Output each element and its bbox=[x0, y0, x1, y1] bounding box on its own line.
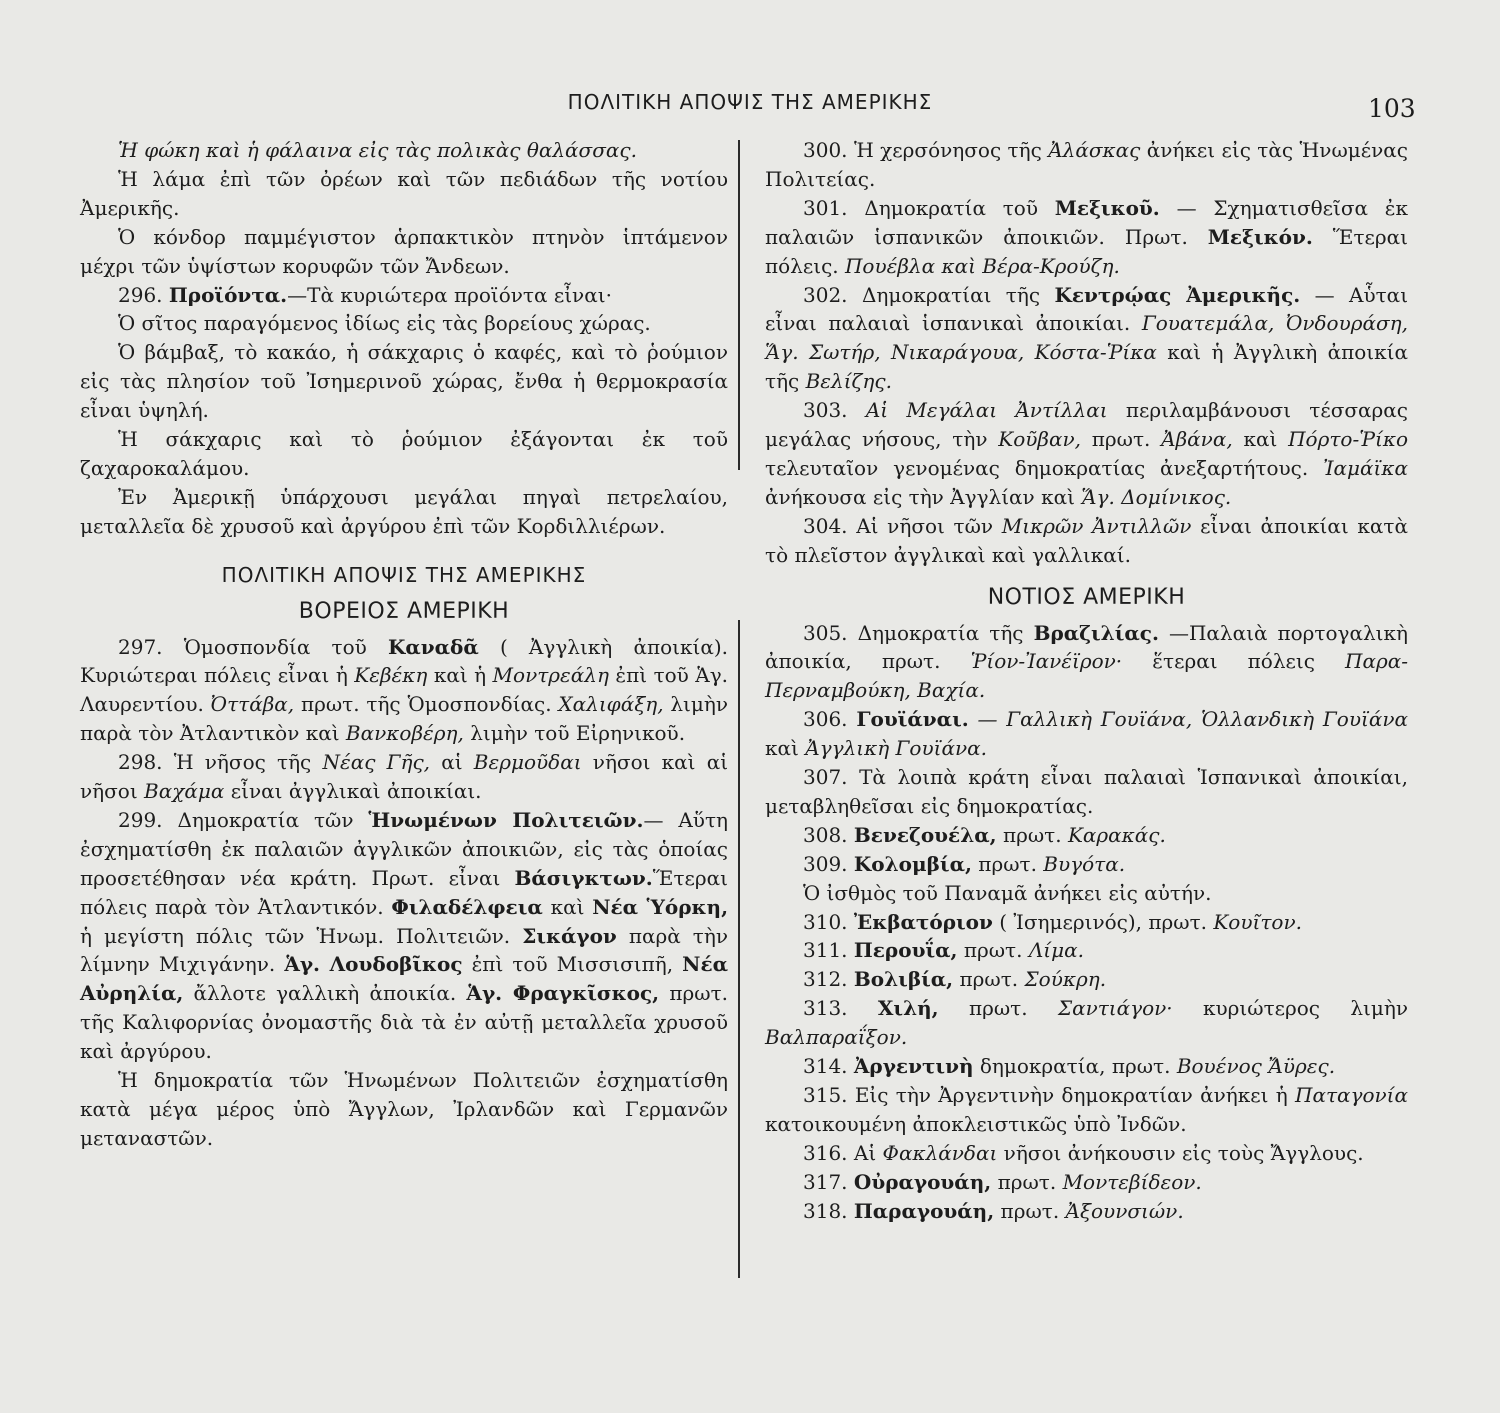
text: παρὰ τὴν λίμνην Μιχιγάνην. bbox=[80, 923, 728, 977]
term: Μεξικοῦ. bbox=[1054, 195, 1160, 220]
term: Βανκοβέρη, bbox=[345, 721, 464, 746]
text: καὶ ἡ bbox=[433, 663, 487, 688]
text: εἶναι ἀποικίαι κατὰ τὸ πλεῖστον ἀγγλικαὶ καὶ γαλλικαί. bbox=[765, 513, 1408, 567]
paragraph-298 bbox=[80, 748, 728, 806]
text: — Αὗται εἶναι παλαιαὶ ἱσπανικαὶ ἀποικίαι. bbox=[765, 282, 1409, 336]
text: πρωτ. bbox=[1091, 427, 1151, 452]
paragraph-condor: Ὁ κόνδορ παμμέγιστον ἁρπακτικὸν πτηνὸν ἱπτάμενον μέχρι τῶν ὑψίστων κορυφῶν τῶν Ἄνδεων. bbox=[80, 224, 728, 278]
paragraph-number: 309. bbox=[803, 851, 848, 876]
text: ἕτεραι πόλεις bbox=[1152, 649, 1315, 674]
paragraph-317 bbox=[765, 1168, 1408, 1197]
paragraph-315 bbox=[765, 1081, 1408, 1139]
term: Ἀλάσκας bbox=[1048, 138, 1141, 162]
term: Νέα Ὑόρκη, bbox=[592, 894, 729, 919]
text: καὶ bbox=[1243, 427, 1278, 452]
text: Ἡ νῆσος τῆς bbox=[173, 750, 312, 775]
text: αἱ bbox=[441, 750, 463, 775]
paragraph-number: 296. bbox=[118, 282, 163, 307]
column-divider-bottom bbox=[738, 620, 740, 1278]
term: Μεξικόν. bbox=[1207, 224, 1313, 249]
term: Νέα Αὐρηλία, bbox=[80, 952, 728, 1006]
term: Χιλή, bbox=[877, 996, 939, 1021]
term: Κουῖτον. bbox=[1213, 909, 1302, 934]
text: πρωτ. bbox=[963, 938, 1023, 963]
text: Εἰς τὴν Ἀργεντινὴν δημοκρατίαν ἀνήκει ἡ bbox=[854, 1083, 1288, 1107]
term: Βολιβία, bbox=[853, 967, 954, 992]
text: καὶ ἡ Ἀγγλικὴ ἀποικία τῆς bbox=[765, 340, 1408, 394]
paragraph-number: 317. bbox=[803, 1169, 848, 1194]
term: Ἀργεντινὴ bbox=[853, 1054, 974, 1079]
text: πρωτ. bbox=[1000, 1198, 1060, 1223]
term: Σικάγον bbox=[522, 923, 617, 948]
term: Λίμα. bbox=[1028, 938, 1084, 963]
region-title-south: ΝΟΤΙΟΣ ΑΜΕΡΙΚΗ bbox=[987, 584, 1186, 610]
text: ( Ἀγγλικὴ ἀποικία). Κυριώτεραι πόλεις εἶναι ἡ bbox=[80, 634, 728, 688]
text: Δημοκρατία τοῦ bbox=[864, 195, 1038, 220]
term: Αἱ Μεγάλαι Ἀντίλλαι bbox=[865, 398, 1108, 423]
text: — Αὕτη ἐσχηματίσθη ἐκ παλαιῶν ἀγγλικῶν ἀποικιῶν, εἰς τὰς ὁποίας προσετέθησαν νέα κράτη. Πρωτ. εἶναι bbox=[80, 807, 728, 890]
text: Αἱ bbox=[853, 1140, 877, 1165]
term: Σαντιάγον· bbox=[1057, 996, 1173, 1021]
paragraph-305 bbox=[765, 619, 1408, 706]
paragraph-seal-whale bbox=[80, 136, 728, 165]
term: Ἅγ. Δομίνικος. bbox=[1081, 484, 1232, 509]
paragraph-immigration: Ἡ δημοκρατία τῶν Ἡνωμένων Πολιτειῶν ἐσχηματίσθη κατὰ μέγα μέρος ὑπὸ Ἄγγλων, Ἰρλανδῶν καὶ Γερμανῶν μεταναστῶν. bbox=[80, 1068, 728, 1150]
paragraph-number: 318. bbox=[803, 1198, 848, 1223]
text: Δημοκρατίαι τῆς bbox=[861, 282, 1041, 307]
paragraph-296 bbox=[80, 281, 728, 310]
heading-products: Προϊόντα. bbox=[168, 282, 288, 307]
term: Κεβέκη bbox=[354, 663, 428, 688]
column-divider-top bbox=[738, 140, 740, 470]
text: εἶναι ἀγγλικαὶ ἀποικίαι. bbox=[230, 779, 482, 804]
paragraph-302 bbox=[765, 281, 1408, 397]
paragraph-sugar: Ἡ σάκχαρις καὶ τὸ ῥούμιον ἐξάγονται ἐκ τοῦ ζαχαροκαλάμου. bbox=[80, 427, 728, 480]
paragraph-304 bbox=[765, 512, 1408, 570]
term: Μοντρεάλη bbox=[492, 663, 609, 688]
term: Φακλάνδαι bbox=[882, 1140, 998, 1165]
text: ἐπὶ τοῦ Ἁγ. Λαυρεντίου. bbox=[80, 663, 729, 717]
text: κυριώτερος λιμὴν bbox=[1203, 996, 1409, 1021]
paragraph-301 bbox=[765, 194, 1408, 281]
term: Χαλιφάξη, bbox=[558, 692, 664, 717]
term: Ἐκβατόριον bbox=[853, 909, 993, 934]
paragraph-300 bbox=[765, 136, 1408, 194]
text: λιμὴν παρὰ τὸν Ἀτλαντικὸν καὶ bbox=[80, 692, 729, 746]
text: ἀνήκουσα εἰς τὴν Ἀγγλίαν καὶ bbox=[765, 484, 1075, 509]
text: νῆσοι ἀνήκουσιν εἰς τοὺς Ἄγγλους. bbox=[1003, 1140, 1364, 1165]
term: Ἁγ. Φραγκῖσκος, bbox=[466, 981, 660, 1006]
text: πρωτ. bbox=[997, 1169, 1057, 1194]
text-seal: Ἡ φώκη καὶ ἡ φάλαινα εἰς τὰς πολικὰς θαλάσσας. bbox=[118, 138, 637, 162]
term: Βερμοῦδαι bbox=[473, 750, 582, 775]
term: Οὐραγουάη, bbox=[853, 1169, 992, 1194]
term: Κεντρῴας Ἀμερικῆς. bbox=[1054, 282, 1301, 307]
paragraph-314 bbox=[765, 1052, 1408, 1081]
paragraph-306 bbox=[765, 705, 1408, 763]
paragraph-310 bbox=[765, 908, 1408, 937]
term: Μικρῶν Ἀντιλλῶν bbox=[1001, 513, 1192, 538]
text: καὶ bbox=[550, 894, 585, 919]
term: Καρακάς. bbox=[1067, 822, 1166, 847]
term: Βάσιγκτων. bbox=[514, 865, 653, 890]
text: Αἱ νῆσοι τῶν bbox=[856, 513, 994, 538]
paragraph-number: 303. bbox=[803, 398, 848, 423]
paragraph-cotton: Ὁ βάμβαξ, τὸ κακάο, ἡ σάκχαρις ὁ καφές, καὶ τὸ ῥούμιον εἰς τὰς πλησίον τοῦ Ἰσημερινοῦ χώρας, ἔνθα ἡ θερμοκρασία εἶναι ὑψηλή. bbox=[80, 340, 728, 423]
paragraph-303 bbox=[765, 396, 1408, 512]
text: Τὰ λοιπὰ κράτη εἶναι παλαιαὶ Ἱσπανικαὶ ἀποικίαι, μεταβληθεῖσαι εἰς δημοκρατίας. bbox=[765, 765, 1409, 818]
paragraph-number: 297. bbox=[118, 634, 163, 659]
text: Ἕτεραι πόλεις. bbox=[765, 224, 1409, 278]
text: Ὁμοσπονδία τοῦ bbox=[183, 634, 367, 659]
paragraph-panama: Ὁ ἰσθμὸς τοῦ Παναμᾶ ἀνήκει εἰς αὐτήν. bbox=[803, 880, 1212, 905]
text: πρωτ. bbox=[978, 851, 1037, 876]
paragraph-number: 302. bbox=[803, 282, 848, 307]
text: Δημοκρατία τῶν bbox=[177, 807, 354, 832]
paragraph-wheat: Ὁ σῖτος παραγόμενος ἰδίως εἰς τὰς βορείους χώρας. bbox=[118, 311, 651, 336]
term: Παταγονία bbox=[1295, 1083, 1409, 1107]
paragraph-313 bbox=[765, 994, 1408, 1052]
term: Κοῦβαν, bbox=[998, 427, 1081, 452]
text: —Παλαιὰ πορτογαλικὴ ἀποικία, πρωτ. bbox=[765, 620, 1408, 674]
term: Κολομβία, bbox=[853, 851, 972, 876]
paragraph-number: 313. bbox=[803, 996, 848, 1021]
term: — Γαλλικὴ Γουϊάνα, Ὁλλανδικὴ Γουϊάνα bbox=[977, 707, 1408, 732]
paragraph-number: 316. bbox=[803, 1140, 848, 1165]
text: λιμὴν τοῦ Εἰρηνικοῦ. bbox=[470, 721, 686, 746]
term: Ἁγ. Λουδοβῖκος bbox=[284, 952, 463, 977]
text: ἄλλοτε γαλλικὴ ἀποικία. bbox=[193, 981, 457, 1006]
text: πρωτ. bbox=[968, 996, 1028, 1021]
text: περιλαμβάνουσι τέσσαρας μεγάλας νήσους, τὴν bbox=[765, 398, 1409, 452]
section-title: ΠΟΛΙΤΙΚΗ ΑΠΟΨΙΣ ΤΗΣ ΑΜΕΡΙΚΗΣ bbox=[221, 562, 587, 587]
term: Παρα-Περναμβούκη, Βαχία. bbox=[765, 649, 1408, 703]
paragraph-number: 306. bbox=[803, 707, 848, 732]
paragraph-number: 311. bbox=[803, 938, 848, 963]
region-title-north: ΒΟΡΕΙΟΣ ΑΜΕΡΙΚΗ bbox=[298, 598, 510, 624]
text: — Σχηματισθεῖσα ἐκ παλαιῶν ἱσπανικῶν ἀποικιῶν. Πρωτ. bbox=[765, 195, 1409, 249]
text: κατοικουμένη ἀποκλειστικῶς ὑπὸ Ἰνδῶν. bbox=[765, 1111, 1187, 1136]
term: Ῥίον-Ἰανέϊρον· bbox=[970, 649, 1123, 674]
text: ἡ μεγίστη πόλις τῶν Ἡνωμ. Πολιτειῶν. bbox=[80, 923, 511, 948]
paragraph-309 bbox=[765, 850, 1408, 879]
term: Ἰαμάϊκα bbox=[1323, 455, 1409, 480]
paragraph-number: 300. bbox=[803, 138, 848, 162]
paragraph-299 bbox=[80, 806, 728, 1066]
term: Σούκρη. bbox=[1024, 967, 1107, 992]
term: Παραγουάη, bbox=[853, 1198, 995, 1223]
term: Πουέβλα καὶ Βέρα-Κρούζη. bbox=[844, 253, 1120, 278]
paragraph-number: 304. bbox=[803, 513, 848, 538]
paragraph-308 bbox=[765, 821, 1408, 850]
paragraph-number: 298. bbox=[118, 750, 163, 775]
running-title: ΠΟΛΙΤΙΚΗ ΑΠΟΨΙΣ ΤΗΣ ΑΜΕΡΙΚΗΣ bbox=[567, 90, 933, 114]
paragraph-number: 310. bbox=[803, 909, 848, 934]
paragraph-number: 299. bbox=[118, 807, 163, 832]
text: πρωτ. bbox=[959, 967, 1019, 992]
paragraph-number: 308. bbox=[803, 822, 848, 847]
term: Ἀξουνσιών. bbox=[1065, 1198, 1184, 1223]
term: Ἡνωμένων Πολιτειῶν. bbox=[368, 807, 644, 832]
paragraph-number: 312. bbox=[803, 967, 848, 992]
text: νῆσοι καὶ αἱ νῆσοι bbox=[80, 750, 729, 804]
term: Ὀττάβα, bbox=[210, 692, 295, 717]
paragraph-312 bbox=[765, 965, 1408, 994]
paragraph-number: 305. bbox=[803, 620, 848, 645]
paragraph-318 bbox=[765, 1197, 1408, 1226]
text: ἐπὶ τοῦ Μισσισιπῆ, bbox=[471, 952, 674, 977]
text: πρωτ. τῆς Ὁμοσπονδίας. bbox=[300, 692, 552, 717]
term: Βουένος Ἄϋρες. bbox=[1176, 1054, 1336, 1079]
term: Ἀβάνα, bbox=[1161, 427, 1233, 452]
term: Πόρτο-Ῥίκο bbox=[1288, 427, 1408, 452]
term: Βαχάμα bbox=[144, 779, 225, 804]
text: ἀνήκει εἰς τὰς Ἡνωμένας Πολιτείας. bbox=[765, 138, 1409, 191]
paragraph-297 bbox=[80, 633, 728, 749]
text: Ἡ χερσόνησος τῆς bbox=[853, 138, 1042, 162]
paragraph-number: 307. bbox=[803, 765, 848, 790]
term: Βελίζης. bbox=[805, 369, 892, 394]
paragraph-number: 301. bbox=[803, 195, 848, 220]
text: πρωτ. bbox=[1002, 822, 1062, 847]
term: Βαλπαραΐξον. bbox=[765, 1025, 908, 1050]
paragraph-number: 315. bbox=[803, 1083, 848, 1107]
paragraph-307 bbox=[765, 763, 1408, 821]
term: Βυγότα. bbox=[1043, 851, 1126, 876]
text: —Τὰ κυριώτερα προϊόντα εἶναι· bbox=[287, 282, 612, 307]
term: Γουϊάναι. bbox=[856, 707, 969, 732]
term: Μοντεβίδεον. bbox=[1062, 1169, 1202, 1194]
term: Νέας Γῆς, bbox=[322, 750, 431, 775]
term: Φιλαδέλφεια bbox=[391, 894, 543, 919]
term: Γουατεμάλα, Ὀνδουράση, Ἅγ. Σωτήρ, Νικαράγουα, Κόστα-Ῥίκα bbox=[765, 311, 1409, 365]
paragraph-petroleum: Ἐν Ἀμερικῇ ὑπάρχουσι μεγάλαι πηγαὶ πετρελαίου, μεταλλεῖα δὲ χρυσοῦ καὶ ἀργύρου ἐπὶ τῶν Κορδιλλιέρων. bbox=[80, 484, 728, 538]
term: Βραζιλίας. bbox=[1033, 620, 1159, 645]
text: ( Ἰσημερινός), πρωτ. bbox=[999, 909, 1207, 934]
left-column bbox=[80, 136, 728, 1153]
text: Ἕτεραι πόλεις παρὰ τὸν Ἀτλαντικόν. bbox=[80, 865, 729, 919]
term-canada: Καναδᾶ bbox=[387, 634, 479, 659]
term: Περουΐα, bbox=[853, 938, 958, 963]
text: Δημοκρατία τῆς bbox=[857, 620, 1024, 645]
term: Ἀγγλικὴ Γουϊάνα. bbox=[805, 736, 987, 761]
page-number: 103 bbox=[1368, 94, 1416, 123]
text: καὶ bbox=[765, 736, 799, 761]
term: Βενεζουέλα, bbox=[853, 822, 997, 847]
text: πρωτ. τῆς Καλιφορνίας ὀνομαστῆς διὰ τὰ ἐν αὐτῇ μεταλλεῖα χρυσοῦ καὶ ἀργύρου. bbox=[80, 981, 729, 1064]
text: δημοκρατία, πρωτ. bbox=[979, 1054, 1171, 1079]
paragraph-316 bbox=[765, 1139, 1408, 1168]
text: τελευταῖον γενομένας δημοκρατίας ἀνεξαρτήτους. bbox=[765, 455, 1309, 480]
paragraph-number: 314. bbox=[803, 1054, 848, 1079]
paragraph-311 bbox=[765, 936, 1408, 965]
paragraph-llama: Ἡ λάμα ἐπὶ τῶν ὀρέων καὶ τῶν πεδιάδων τῆς νοτίου Ἀμερικῆς. bbox=[80, 166, 728, 220]
right-column bbox=[765, 136, 1408, 1226]
